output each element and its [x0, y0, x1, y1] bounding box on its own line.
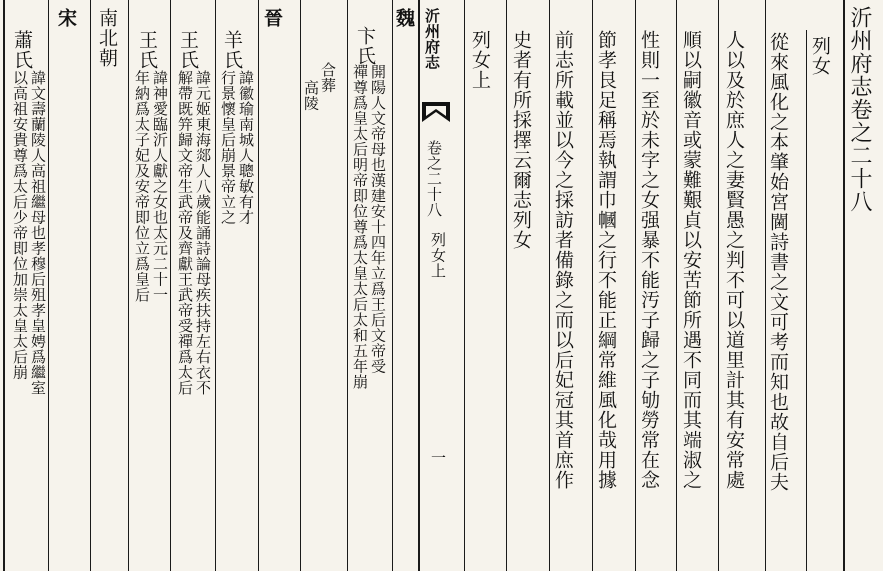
column-rule [90, 0, 91, 571]
fishtail-ornament-icon [420, 100, 452, 130]
margin-page-number: 一 [429, 450, 447, 466]
entry-text: 行景懷皇后崩景帝立之 [219, 70, 237, 225]
column-rule [215, 0, 216, 571]
entry-text: 年納爲太子妃及安帝即位立爲皇后 [133, 70, 151, 303]
entry-text: 以高祖安貴尊爲太后少帝即位加崇太皇太后崩 [11, 70, 29, 380]
entry-text: 諱元姬東海郯人八歲能誦詩論母疾扶持左右衣不 [194, 70, 212, 396]
entry-name: 蕭氏 [11, 30, 33, 70]
column-rule [347, 0, 348, 571]
entry-text: 解帶既笄歸文帝生武帝及齊獻王武帝受禪爲太后 [176, 70, 194, 396]
column-rule [48, 0, 49, 571]
dynasty-wei: 魏 [393, 8, 415, 28]
column-rule [506, 0, 507, 571]
margin-section: 列女上 [429, 232, 447, 279]
entry-text: 諱文壽蘭陵人高祖繼母也孝穆后殂孝皇娉爲繼室 [29, 70, 47, 396]
entry-text: 諱徽瑜南城人聰敏有才 [237, 70, 255, 225]
preface-line: 史者有所採擇云爾志列女 [510, 30, 532, 250]
volume-header: 沂州府志卷之二十八 [847, 6, 872, 213]
column-rule [592, 0, 593, 571]
entry-name: 王氏 [177, 30, 199, 70]
column-rule [765, 0, 766, 571]
column-rule [718, 0, 719, 571]
column-rule [258, 0, 259, 571]
column-rule [549, 0, 550, 571]
preface-line: 性則一至於未字之女强暴不能汚子歸之子劬勞常在念 [638, 30, 660, 490]
preface-line: 順以嗣徽音或蒙難艱貞以安苦節所遇不同而其端淑之 [680, 30, 702, 490]
entry-name: 卞氏 [354, 26, 376, 66]
column-rule [635, 0, 636, 571]
section-title-right: 列女 [809, 36, 831, 76]
entry-name: 羊氏 [221, 30, 243, 70]
entry-text: 諱神愛臨沂人獻之女也太元二十一 [151, 70, 169, 303]
center-fold-rule [418, 0, 420, 571]
column-rule [676, 0, 677, 571]
entry-name: 王氏 [136, 30, 158, 70]
column-rule [3, 0, 5, 571]
column-rule [464, 0, 465, 571]
margin-book-title: 沂州府志 [423, 8, 441, 70]
preface-line: 前志所載並以今之採訪者備錄之而以后妃冠其首庶作 [552, 30, 574, 490]
entry-text: 禪尊爲皇太后明帝即位尊爲太皇太后太和五年崩 [351, 64, 369, 390]
dynasty-nanbei: 南北朝 [96, 8, 118, 68]
column-rule [300, 0, 301, 571]
column-rule [392, 0, 393, 571]
column-rule [170, 0, 171, 571]
dynasty-jin: 晉 [261, 8, 283, 28]
margin-chapter: 卷之二十八 [425, 140, 443, 218]
column-rule [128, 0, 129, 571]
entry-note: 合葬 [319, 62, 337, 93]
dynasty-song: 宋 [55, 8, 77, 28]
column-rule [843, 0, 845, 571]
preface-line: 節孝艮足稱焉執謂巾幗之行不能正綱常維風化哉用據 [595, 30, 617, 490]
column-rule [806, 30, 807, 571]
entry-text: 開陽人文帝母也漢建安十四年立爲王后文帝受 [369, 64, 387, 374]
subtitle-lienu-shang: 列女上 [469, 30, 491, 90]
preface-line: 從來風化之本肇始宮閫詩書之文可考而知也故自后夫 [767, 32, 789, 492]
preface-line: 人以及於庶人之妻賢愚之判不可以道里計其有安常處 [723, 30, 745, 490]
entry-note: 高陵 [302, 80, 320, 111]
